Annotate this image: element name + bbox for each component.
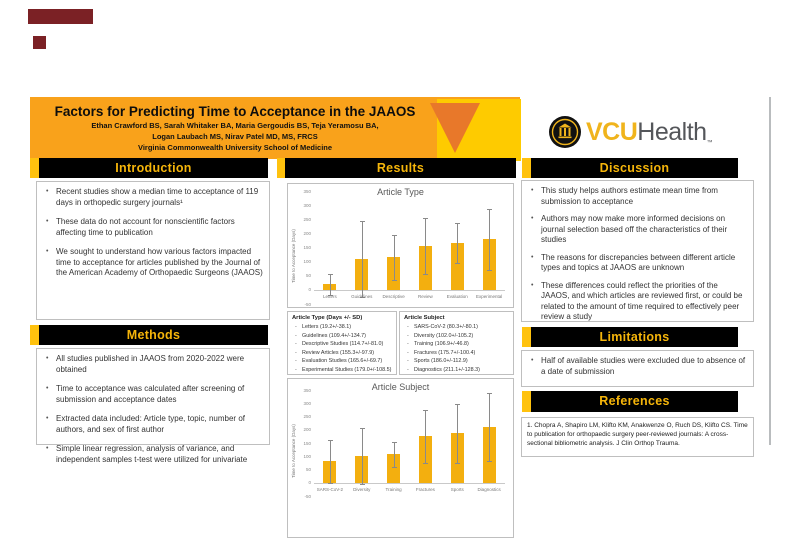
- y-tick-label: 150: [303, 440, 311, 446]
- y-tick-label: 50: [305, 467, 311, 472]
- references-header: References: [531, 391, 738, 412]
- vcu-seal-icon: [548, 115, 582, 149]
- discussion-bullet: • The reasons for discrepancies between different article types and topics at JAAOS are unknown: [528, 253, 747, 274]
- y-axis-label: Time to Acceptance (Days): [291, 228, 296, 283]
- article-subject-stats-box: [399, 311, 514, 375]
- discussion-header-accent: [522, 158, 531, 178]
- chart-title: Article Subject: [371, 382, 430, 392]
- error-cap-bottom: [360, 484, 365, 485]
- y-tick-label: 350: [303, 188, 311, 194]
- y-tick-label: -50: [304, 493, 311, 499]
- x-tick-label: Fractures: [415, 486, 435, 492]
- error-cap-top: [487, 393, 492, 394]
- down-triangle-icon: [430, 103, 480, 153]
- methods-box: [36, 348, 270, 464]
- limitations-bullets: [522, 351, 753, 377]
- x-tick-label: Training: [385, 486, 402, 492]
- intro-bullet: • These data do not account for nonscientific factors affecting time to publication: [43, 217, 263, 238]
- x-tick-label: Letters: [323, 293, 337, 299]
- methods-header: Methods: [39, 325, 268, 345]
- error-cap-top: [423, 218, 428, 219]
- poster-title: Factors for Predicting Time to Acceptance in the JAAOS: [54, 104, 416, 119]
- stat-item: - Evaluation Studies (165.6+/-69.7): [292, 357, 396, 366]
- error-cap-top: [328, 274, 333, 275]
- methods-bullet: • Simple linear regression, analysis of variance, and independent samples t-test were utilized for univariate: [43, 444, 263, 465]
- results-header-accent: [277, 158, 285, 178]
- error-cap-bottom: [392, 280, 397, 281]
- y-tick-label: 250: [303, 216, 311, 222]
- x-tick-label: Diagnostics: [477, 486, 501, 492]
- methods-bullets: [37, 349, 269, 465]
- article-subject-stats-title: Article Subject: [404, 315, 445, 321]
- discussion-header: Discussion: [531, 158, 738, 178]
- vcu-health-logo: [548, 112, 763, 152]
- chart-title: Article Type: [377, 187, 424, 197]
- intro-bullet: • Recent studies show a median time to acceptance of 119 days in orthopedic surgery journals¹: [43, 187, 263, 208]
- error-cap-top: [392, 235, 397, 236]
- error-cap-top: [455, 223, 460, 224]
- error-cap-bottom: [423, 463, 428, 464]
- authors-line-2: Logan Laubach MS, Nirav Patel MD, MS, FRCS: [152, 132, 318, 141]
- x-tick-label: Evaluation: [446, 293, 468, 299]
- y-tick-label: 200: [303, 427, 311, 433]
- error-whisker: [457, 223, 458, 262]
- x-tick-label: Guidelines: [351, 293, 373, 299]
- x-tick-label: Diversity: [353, 486, 371, 492]
- error-cap-top: [423, 410, 428, 411]
- error-cap-top: [487, 209, 492, 210]
- stat-item: - Descriptive Studies (114.7+/-81.0): [292, 340, 396, 349]
- error-whisker: [425, 218, 426, 273]
- article-subject-stats-list: [400, 323, 513, 375]
- error-whisker: [425, 410, 426, 463]
- y-tick-label: 150: [303, 245, 311, 250]
- logo-trademark: ™: [706, 140, 713, 146]
- error-whisker: [394, 235, 395, 281]
- stat-item: - Sports (186.0+/-112.9): [404, 357, 513, 366]
- maroon-bar-decoration: [28, 9, 93, 24]
- intro-header-accent: [30, 158, 39, 178]
- article-type-chart: [287, 183, 514, 308]
- discussion-box: [521, 180, 754, 322]
- reference-text: 1. Chopra A, Shapiro LM, Klifto KM, Anakwenze O, Ruch DS, Klifto CS. Time to publication for orthopaedic surgery peer-reviewed journals: A cross-sectional bibliometric analysis. J Clin Orthop Trauma.: [527, 422, 748, 447]
- maroon-square-decoration: [33, 36, 46, 49]
- limitations-bullet: • Half of available studies were excluded due to absence of a date of submission: [528, 356, 747, 377]
- stat-item: - Guidelines (109.4+/-134.7): [292, 332, 396, 341]
- methods-header-accent: [30, 325, 39, 345]
- error-whisker: [457, 404, 458, 464]
- stat-item: - Fractures (175.7+/-100.4): [404, 349, 513, 358]
- y-tick-label: 300: [303, 400, 311, 406]
- error-whisker: [362, 221, 363, 297]
- stat-item: - Training (106.9+/-46.8): [404, 340, 513, 349]
- x-tick-label: SARS-CoV-2: [316, 486, 344, 492]
- discussion-bullet: • This study helps authors estimate mean time from submission to acceptance: [528, 186, 747, 207]
- x-tick-label: Review: [418, 293, 433, 299]
- error-whisker: [330, 274, 331, 296]
- x-axis-line: [314, 483, 505, 484]
- stat-item: - Diagnostics (211.1+/-128.3): [404, 366, 513, 375]
- logo-vcu-text: VCU: [586, 117, 638, 146]
- methods-bullet: • All studies published in JAAOS from 2020-2022 were obtained: [43, 354, 263, 375]
- introduction-header: Introduction: [39, 158, 268, 178]
- error-cap-bottom: [487, 270, 492, 271]
- x-axis-line: [314, 290, 505, 291]
- x-tick-label: Experimental: [475, 293, 503, 299]
- limitations-box: [521, 350, 754, 387]
- error-cap-top: [360, 428, 365, 429]
- error-cap-top: [455, 404, 460, 405]
- limitations-header-accent: [522, 327, 531, 347]
- stat-item: - Diversity (102.0+/-105.2): [404, 332, 513, 341]
- error-cap-top: [328, 440, 333, 441]
- error-whisker: [489, 209, 490, 270]
- logo-health-text: Health: [637, 117, 707, 146]
- references-box: [521, 417, 754, 457]
- error-whisker: [362, 428, 363, 484]
- error-cap-bottom: [328, 483, 333, 484]
- y-tick-label: 0: [308, 287, 311, 293]
- error-cap-bottom: [455, 463, 460, 464]
- authors-line-1: Ethan Crawford BS, Sarah Whitaker BA, Maria Gergoudis BS, Teja Yeramosu BA,: [91, 121, 379, 130]
- y-tick-label: 100: [303, 453, 311, 459]
- discussion-bullet: • Authors may now make more informed decisions on journal selection based off the characteristics of their studies: [528, 214, 747, 246]
- discussion-bullets: [522, 181, 753, 323]
- error-cap-bottom: [487, 461, 492, 462]
- y-tick-label: 250: [303, 414, 311, 419]
- error-whisker: [489, 393, 490, 461]
- y-tick-label: 50: [305, 273, 311, 279]
- x-tick-label: Sports: [450, 486, 464, 492]
- introduction-box: [36, 181, 270, 320]
- error-whisker: [330, 440, 331, 482]
- y-tick-label: 100: [303, 259, 311, 265]
- methods-bullet: • Time to acceptance was calculated after screening of submission and acceptance dates: [43, 384, 263, 405]
- y-tick-label: 350: [303, 387, 311, 393]
- poster-edge-line: [769, 97, 771, 445]
- y-axis-label: Time to Acceptance (Days): [291, 424, 296, 478]
- references-header-accent: [522, 391, 531, 412]
- affiliation: Virginia Commonwealth University School of Medicine: [137, 143, 333, 152]
- error-cap-top: [392, 442, 397, 443]
- y-tick-label: 300: [303, 202, 311, 208]
- stat-item: - SARS-CoV-2 (80.3+/-80.1): [404, 323, 513, 332]
- article-type-stats-list: [288, 323, 396, 375]
- y-tick-label: 200: [303, 230, 311, 236]
- article-type-stats-box: [287, 311, 397, 375]
- stat-item: - Review Articles (155.3+/-97.9): [292, 349, 396, 358]
- article-subject-chart: [287, 378, 514, 538]
- error-cap-bottom: [423, 274, 428, 275]
- stat-item: - Experimental Studies (179.0+/-108.5): [292, 366, 396, 375]
- y-tick-label: 0: [308, 480, 311, 486]
- error-cap-bottom: [392, 467, 397, 468]
- article-type-stats-title: Article Type (Days +/- SD): [292, 315, 363, 321]
- error-cap-bottom: [455, 263, 460, 264]
- discussion-bullet: • These differences could reflect the priorities of the JAAOS, and which articles are reviewed first, or could be related to the amount of time required to effectively peer review a study: [528, 281, 747, 323]
- limitations-header: Limitations: [531, 327, 738, 347]
- error-cap-top: [360, 221, 365, 222]
- intro-bullet: • We sought to understand how various factors impacted time to acceptance for articles published by the Journal of the American Academy of Orthopaedic Surgeons (JAAOS): [43, 247, 263, 279]
- results-header: Results: [285, 158, 516, 178]
- error-whisker: [394, 442, 395, 467]
- introduction-bullets: [37, 182, 269, 279]
- methods-bullet: • Extracted data included: Article type, topic, number of authors, and sex of first author: [43, 414, 263, 435]
- stat-item: - Letters (19.2+/-38.1): [292, 323, 396, 332]
- y-tick-label: -50: [304, 301, 311, 307]
- x-tick-label: Descriptive: [382, 293, 405, 299]
